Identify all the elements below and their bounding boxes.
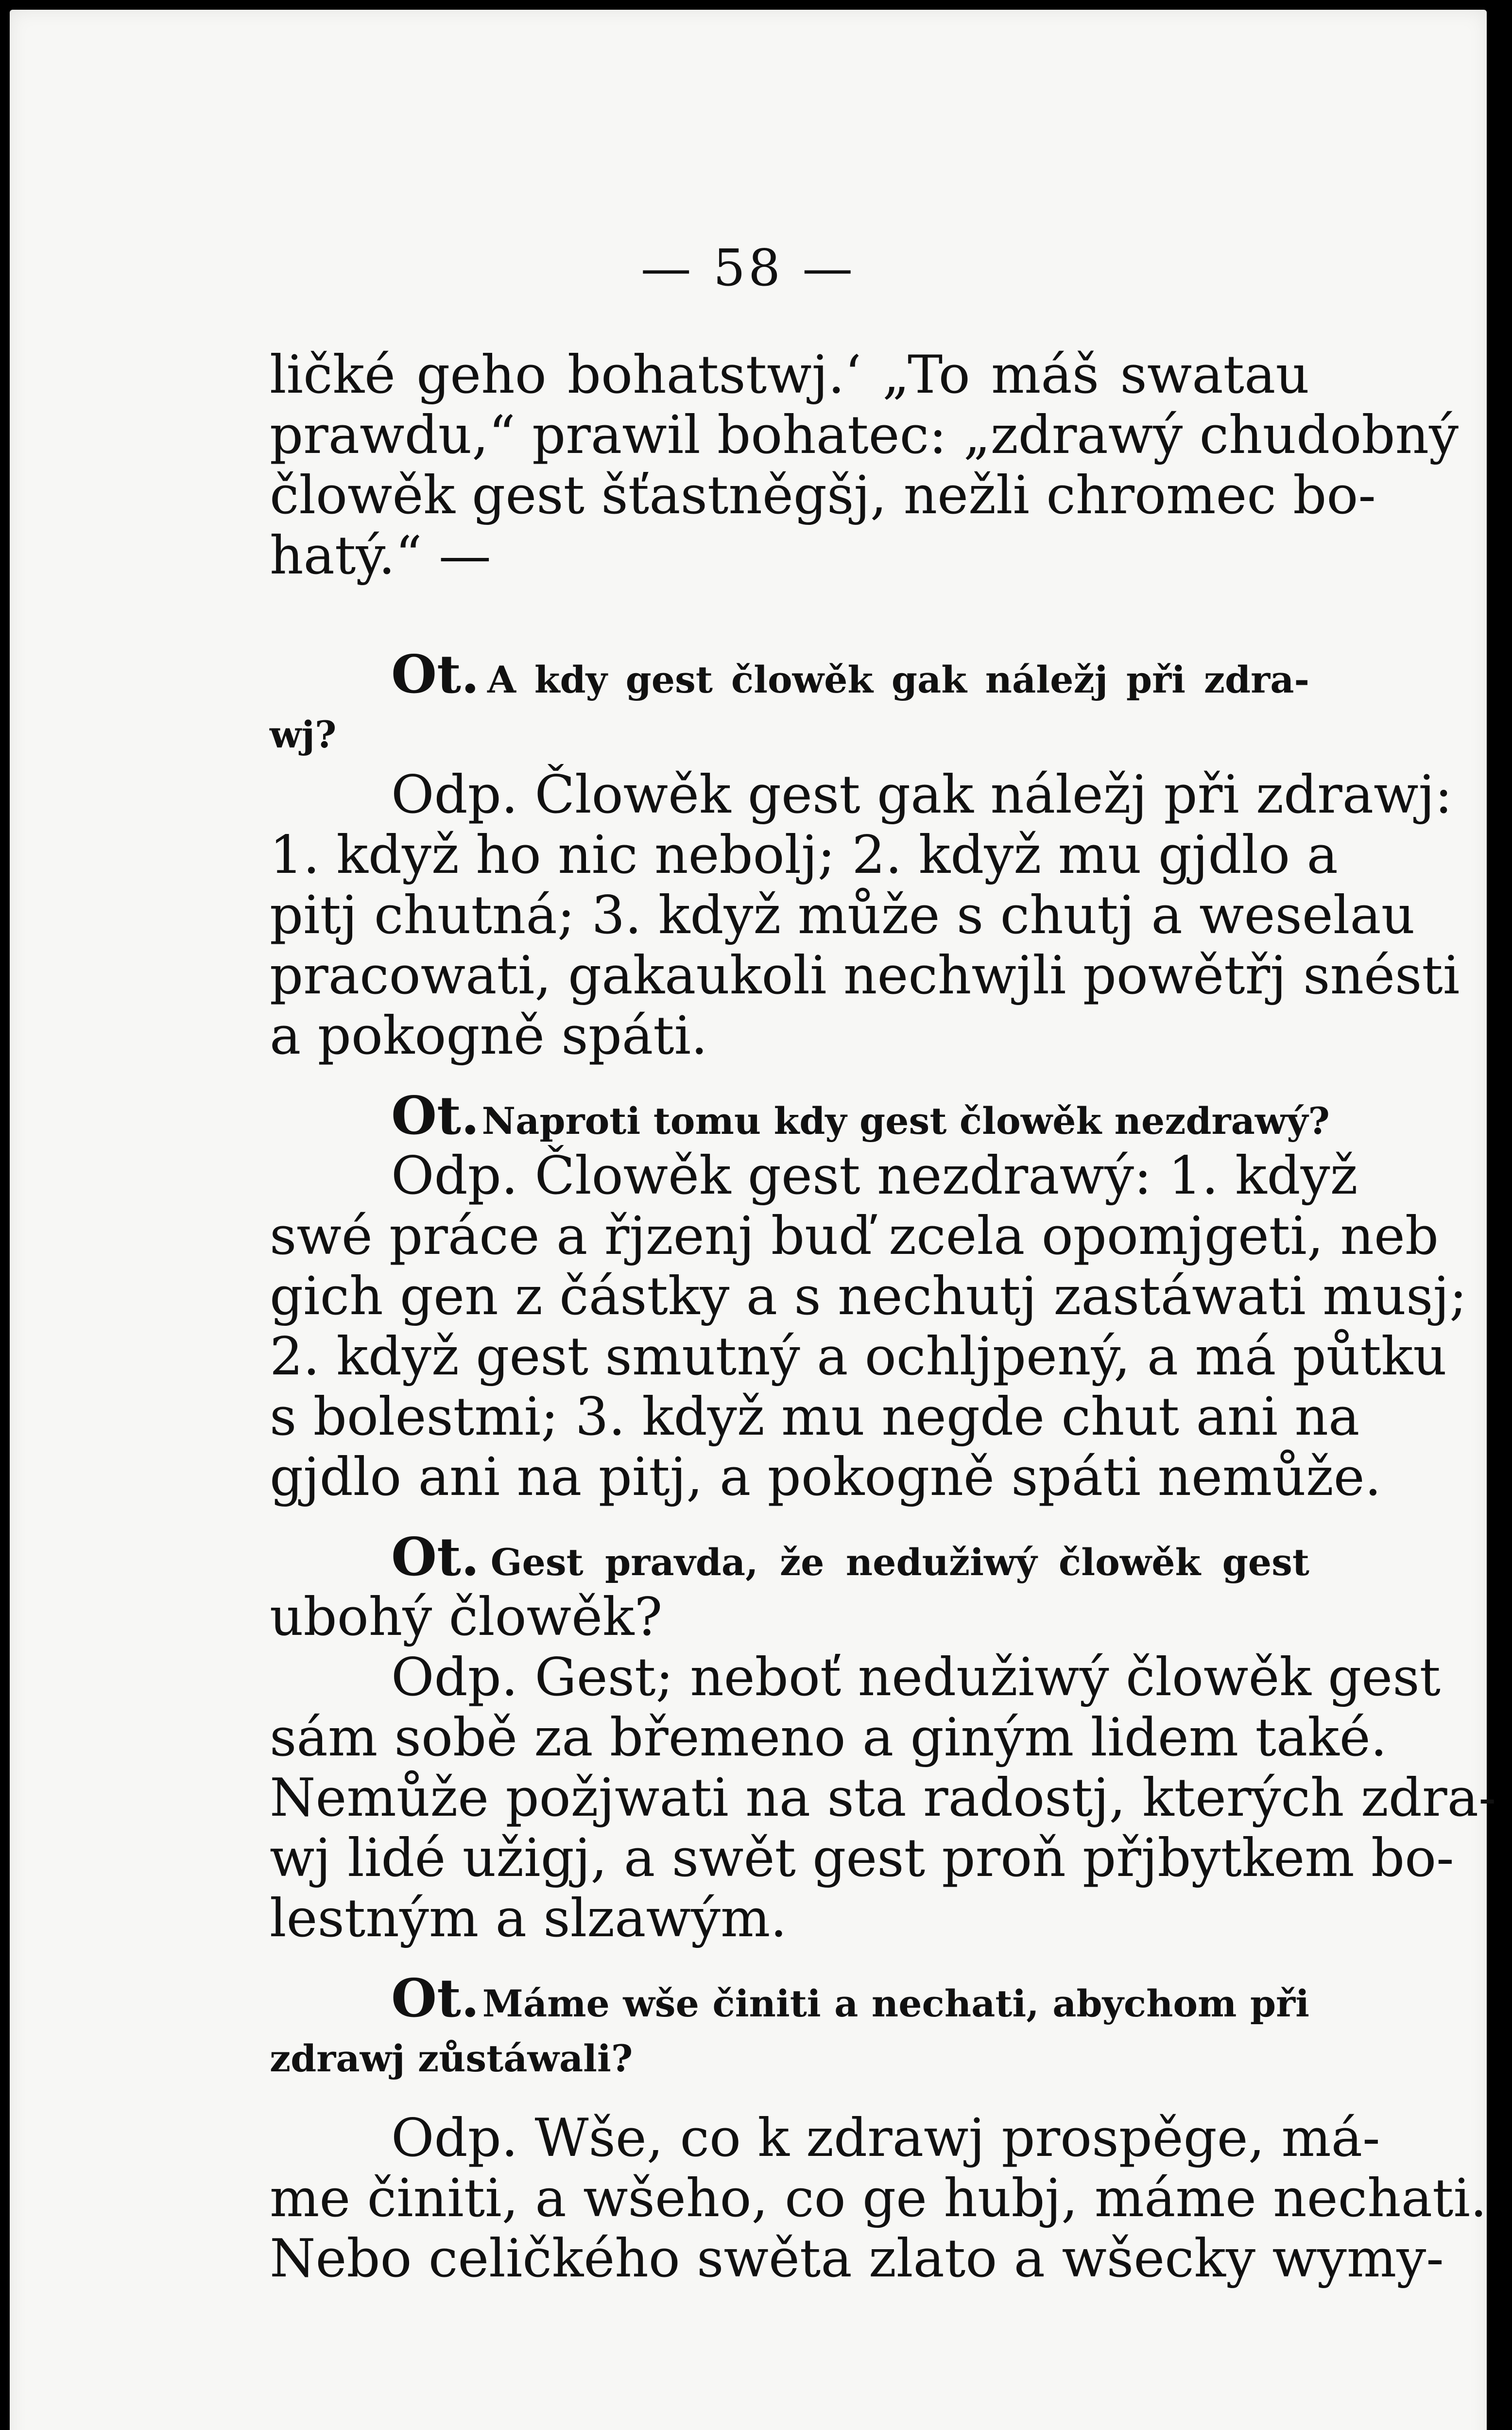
question-text: Gest pravda, že nedužiwý člowěk gest [490, 1541, 1309, 1584]
text-line: prawdu,“ prawil bohatec: „zdrawý chudobný [270, 405, 1459, 466]
text-line: wj lidé užigj, a swět gest proň přjbytkem bo- [270, 1828, 1454, 1889]
answer-label: Odp. [391, 1647, 518, 1708]
page-number: — 58 — [640, 238, 856, 297]
answer-text: Wše, co k zdrawj prospěge, má- [534, 2108, 1380, 2169]
question-text: Naproti tomu kdy gest člowěk nezdrawý? [481, 1099, 1330, 1143]
answer-line [270, 764, 1453, 825]
text-line: me činiti, a wšeho, co ge hubj, máme nechati. [270, 2168, 1487, 2229]
text-line: a pokogně spáti. [270, 1006, 708, 1066]
answer-label: Odp. [391, 2108, 518, 2169]
text-line: pracowati, gakaukoli nechwjli powětřj snésti [270, 945, 1460, 1006]
text-line: ubohý člowěk? [270, 1587, 663, 1648]
book-page [10, 10, 1496, 2430]
text-line: 1. když ho nic nebolj; 2. když mu gjdlo a [270, 825, 1338, 885]
text-line: člowěk gest šťastněgšj, nežli chromec bo- [270, 465, 1376, 526]
answer-label: Odp. [391, 764, 518, 825]
question-text: zdrawj zůstáwali? [270, 2037, 633, 2080]
question-line [270, 1085, 1330, 1146]
answer-text: Gest; neboť nedužiwý člowěk gest [534, 1647, 1441, 1708]
text-line: swé práce a řjzenj buď zcela opomjgeti, neb [270, 1206, 1439, 1267]
text-line: Nebo celičkého swěta zlato a wšecky wymy- [270, 2228, 1444, 2289]
question-line [270, 644, 1309, 705]
answer-line [270, 1647, 1441, 1708]
question-line [270, 1968, 1309, 2029]
answer-label: Odp. [391, 1146, 518, 1206]
answer-line [270, 1146, 1358, 1206]
question-label: Ot. [391, 1085, 480, 1146]
text-line: s bolestmi; 3. když mu negde chut ani na [270, 1387, 1360, 1447]
text-line: gich gen z částky a s nechutj zastáwati musj; [270, 1266, 1467, 1327]
text-line: ličké geho bohatstwj.‘ „To máš swatau [270, 345, 1309, 405]
question-line [270, 705, 1309, 765]
answer-text: Člowěk gest gak náležj při zdrawj: [534, 764, 1453, 825]
question-line [270, 2029, 1309, 2089]
question-label: Ot. [391, 1527, 480, 1588]
text-line: gjdlo ani na pitj, a pokogně spáti nemůže. [270, 1447, 1382, 1508]
text-line: lestným a slzawým. [270, 1888, 787, 1949]
text-line: hatý.“ — [270, 525, 491, 586]
question-text: wj? [270, 713, 337, 756]
question-text: Máme wše činiti a nechati, abychom při [482, 1982, 1309, 2025]
question-text: A kdy gest člowěk gak náležj při zdra- [487, 658, 1309, 701]
text-line: Nemůže požjwati na sta radostj, kterých zdra- [270, 1768, 1496, 1828]
text-line: 2. když gest smutný a ochljpený, a má půtku [270, 1326, 1447, 1387]
text-line: sám sobě za břemeno a giným lidem také. [270, 1707, 1387, 1768]
page-body [270, 345, 1496, 2289]
question-label: Ot. [391, 644, 480, 705]
answer-line [270, 2108, 1380, 2169]
text-line: pitj chutná; 3. když může s chutj a weselau [270, 885, 1415, 946]
answer-text: Člowěk gest nezdrawý: 1. když [534, 1146, 1358, 1206]
question-label: Ot. [391, 1968, 480, 2029]
question-line [270, 1527, 1309, 1587]
